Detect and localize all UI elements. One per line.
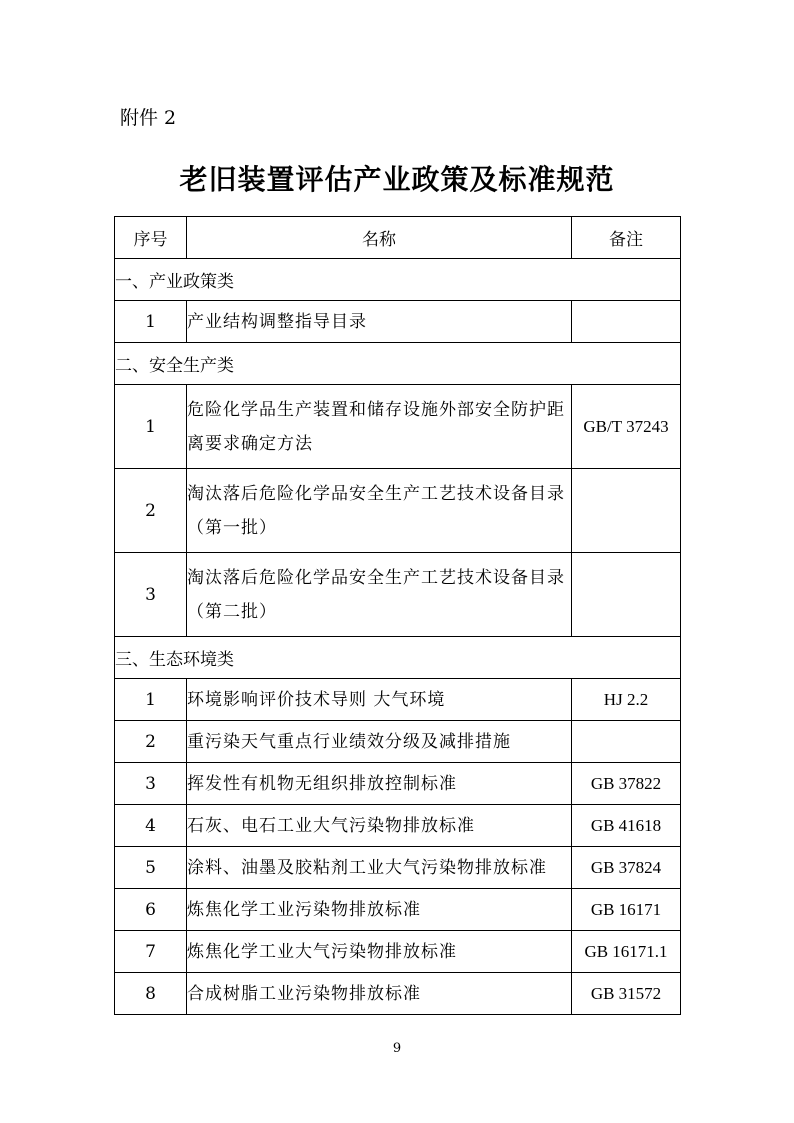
table-row [115,679,681,721]
header-note: 备注 [572,217,681,259]
row-no: 1 [115,385,187,469]
row-name: 挥发性有机物无组织排放控制标准 [187,763,572,805]
row-no: 2 [115,469,187,553]
row-no: 4 [115,805,187,847]
row-name: 淘汰落后危险化学品安全生产工艺技术设备目录（第一批） [187,469,572,553]
row-note: GB 37824 [572,847,681,889]
row-note: GB/T 37243 [572,385,681,469]
table-row [115,469,681,553]
row-name: 环境影响评价技术导则 大气环境 [187,679,572,721]
row-name: 炼焦化学工业污染物排放标准 [187,889,572,931]
table-header-row [115,217,681,259]
page-number: 9 [392,1041,402,1056]
table-row [115,721,681,763]
document-title: 老旧装置评估产业政策及标准规范 [179,163,615,196]
row-no: 6 [115,889,187,931]
category-label: 一、产业政策类 [115,259,681,301]
table-row [115,931,681,973]
attachment-label: 附件 2 [120,107,177,129]
table-row [115,889,681,931]
row-note: HJ 2.2 [572,679,681,721]
table-row [115,805,681,847]
table-row [115,763,681,805]
table-row [115,301,681,343]
standards-table [114,216,681,1015]
row-name: 重污染天气重点行业绩效分级及减排措施 [187,721,572,763]
row-no: 3 [115,553,187,637]
row-note: GB 16171 [572,889,681,931]
category-row [115,343,681,385]
table-row [115,553,681,637]
row-name: 淘汰落后危险化学品安全生产工艺技术设备目录（第二批） [187,553,572,637]
table-row [115,847,681,889]
header-name: 名称 [187,217,572,259]
row-note [572,721,681,763]
table-row [115,973,681,1015]
category-label: 三、生态环境类 [115,637,681,679]
row-note: GB 16171.1 [572,931,681,973]
row-note [572,469,681,553]
row-no: 3 [115,763,187,805]
row-name: 产业结构调整指导目录 [187,301,572,343]
row-name: 炼焦化学工业大气污染物排放标准 [187,931,572,973]
row-name: 石灰、电石工业大气污染物排放标准 [187,805,572,847]
row-note: GB 41618 [572,805,681,847]
category-row [115,637,681,679]
category-label: 二、安全生产类 [115,343,681,385]
row-name: 危险化学品生产装置和储存设施外部安全防护距离要求确定方法 [187,385,572,469]
row-name: 合成树脂工业污染物排放标准 [187,973,572,1015]
row-note: GB 31572 [572,973,681,1015]
row-no: 7 [115,931,187,973]
row-note [572,553,681,637]
header-no: 序号 [115,217,187,259]
row-no: 1 [115,301,187,343]
row-note [572,301,681,343]
row-no: 5 [115,847,187,889]
row-note: GB 37822 [572,763,681,805]
row-no: 1 [115,679,187,721]
row-no: 8 [115,973,187,1015]
category-row [115,259,681,301]
row-no: 2 [115,721,187,763]
table-row [115,385,681,469]
row-name: 涂料、油墨及胶粘剂工业大气污染物排放标准 [187,847,572,889]
